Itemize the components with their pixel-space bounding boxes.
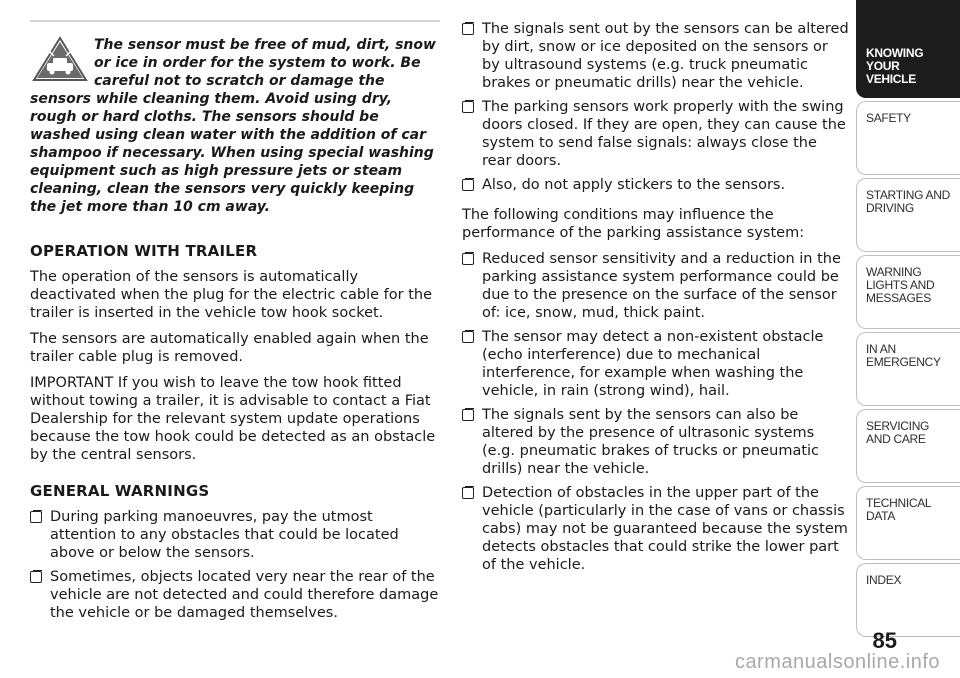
trailer-heading: OPERATION WITH TRAILER xyxy=(30,242,258,260)
tab-knowing-your-vehicle[interactable]: KNOWING YOUR VEHICLE xyxy=(856,0,960,98)
cleaning-warning xyxy=(30,20,440,216)
tab-index[interactable]: INDEX xyxy=(856,563,960,637)
warning-rest: sensors while cleaning them. Avoid using dry, rough or hard cloths. The sensors should be washed using clean water with the addition of car shampoo if necessary. When using special washing equipment such as high pressure jets or steam cleaning, clean the sensors very quickly keeping the jet more than 10 cm away. xyxy=(30,91,434,215)
page-number: 85 xyxy=(872,628,897,653)
checkbox-bullet-icon xyxy=(462,101,474,113)
checkbox-bullet-icon xyxy=(30,571,42,583)
tab-technical-data[interactable]: TECHNICAL DATA xyxy=(856,486,960,560)
list-item: Also, do not apply stickers to the sensors. xyxy=(462,176,850,194)
list-item: The parking sensors work properly with the swing doors closed. If they are open, they can cause the system to send false signals: always close the rear doors. xyxy=(462,98,850,170)
tab-starting-and-driving[interactable]: STARTING AND DRIVING xyxy=(856,178,960,252)
car-wash-warning-icon xyxy=(32,36,88,82)
checkbox-bullet-icon xyxy=(30,511,42,523)
list-item: During parking manoeuvres, pay the utmost attention to any obstacles that could be located above or below the sensors. xyxy=(30,508,440,562)
warning-line-3: careful not to scratch or damage the xyxy=(94,73,385,89)
list-item: Detection of obstacles in the upper part of the vehicle (particularly in the case of vans or chassis cabs) may not be guaranteed because the system detects obstacles that could strike the lower part of the vehicle. xyxy=(462,484,850,574)
list-item: The signals sent by the sensors can also be altered by the presence of ultrasonic systems (e.g. pneumatic brakes of trucks or pneumatic drills) near the vehicle. xyxy=(462,406,850,478)
warning-line-2: or ice in order for the system to work. Be xyxy=(94,55,421,71)
checkbox-bullet-icon xyxy=(462,487,474,499)
trailer-paragraph-3: IMPORTANT If you wish to leave the tow hook fitted without towing a trailer, it is advisable to contact a Fiat Dealership for the relevant system update operations because the tow hook could be detected as an obstacle by the central sensors. xyxy=(30,375,436,463)
right-column xyxy=(462,20,850,580)
trailer-paragraph-2: The sensors are automatically enabled again when the trailer cable plug is removed. xyxy=(30,331,429,365)
list-item: The signals sent out by the sensors can be altered by dirt, snow or ice deposited on the sensors or by ultrasound systems (e.g. truck pneumatic brakes or pneumatic drills) near the vehicle. xyxy=(462,20,850,92)
warning-text xyxy=(30,36,440,216)
list-item: The sensor may detect a non-existent obstacle (echo interference) due to mechanical interference, for example when washing the vehicle, in rain (strong wind), hail. xyxy=(462,328,850,400)
warning-line-1: The sensor must be free of mud, dirt, snow xyxy=(94,37,436,53)
chapter-tabs xyxy=(856,0,960,640)
trailer-paragraph-1: The operation of the sensors is automatically deactivated when the plug for the electric cable for the trailer is inserted in the vehicle tow hook socket. xyxy=(30,269,433,321)
watermark: carmanualsonline.info xyxy=(734,651,940,673)
checkbox-bullet-icon xyxy=(462,409,474,421)
tab-in-an-emergency[interactable]: IN AN EMERGENCY xyxy=(856,332,960,406)
checkbox-bullet-icon xyxy=(462,331,474,343)
left-column xyxy=(30,20,440,628)
checkbox-bullet-icon xyxy=(462,179,474,191)
tab-safety[interactable]: SAFETY xyxy=(856,101,960,175)
list-item: Reduced sensor sensitivity and a reduction in the parking assistance system performance could be due to the presence on the surface of the sensor of: ice, snow, mud, thick paint. xyxy=(462,250,850,322)
checkbox-bullet-icon xyxy=(462,253,474,265)
checkbox-bullet-icon xyxy=(462,23,474,35)
tab-warning-lights-and-messages[interactable]: WARNING LIGHTS AND MESSAGES xyxy=(856,255,960,329)
list-item: Sometimes, objects located very near the rear of the vehicle are not detected and could therefore damage the vehicle or be damaged themselves. xyxy=(30,568,440,622)
conditions-intro: The following conditions may influence the performance of the parking assistance system: xyxy=(462,207,805,241)
general-warnings-heading: GENERAL WARNINGS xyxy=(30,482,210,500)
tab-servicing-and-care[interactable]: SERVICING AND CARE xyxy=(856,409,960,483)
